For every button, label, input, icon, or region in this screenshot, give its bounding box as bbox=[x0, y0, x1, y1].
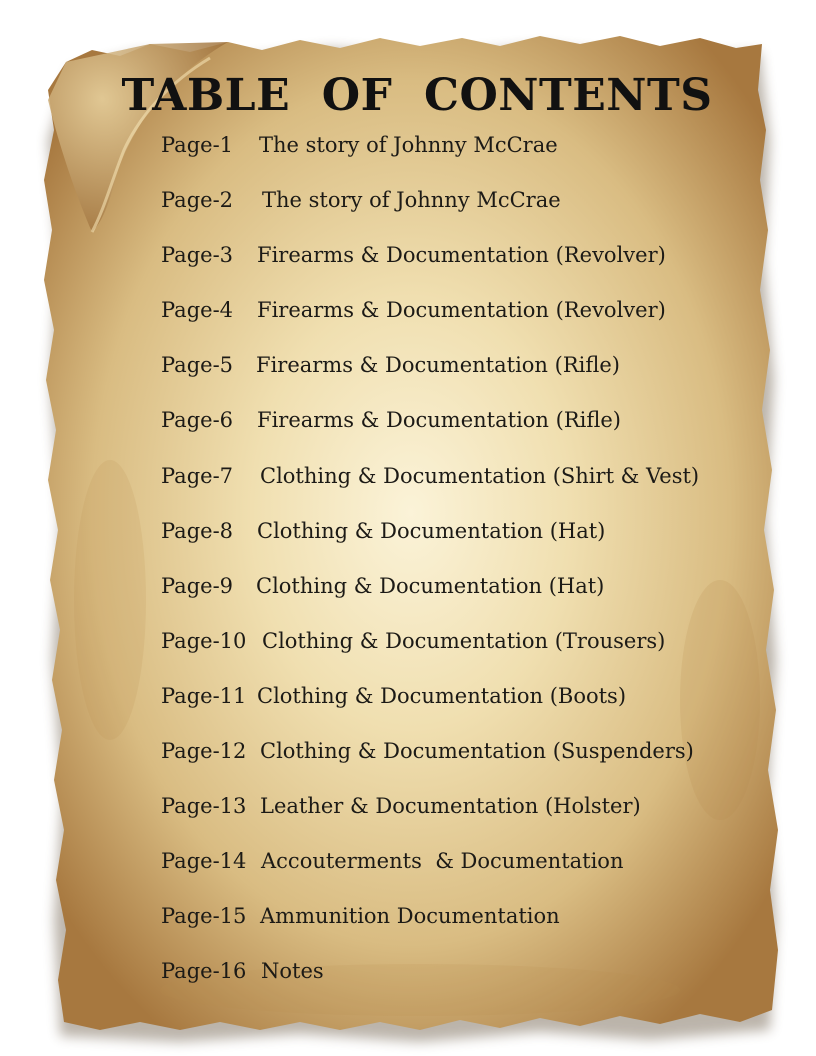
toc-entry-page: Page-16 bbox=[161, 959, 247, 984]
toc-entry-page: Page-12 bbox=[161, 739, 247, 764]
toc-entry-page: Page-6 bbox=[161, 408, 234, 433]
toc-entry-page: Page-3 bbox=[161, 243, 234, 268]
toc-entry bbox=[161, 791, 721, 846]
toc-entry bbox=[161, 846, 721, 901]
toc-entry-title: The story of Johnny McCrae bbox=[262, 188, 561, 213]
toc-entry-page: Page-14 bbox=[161, 849, 247, 874]
toc-entry-page: Page-1 bbox=[161, 133, 234, 157]
toc-entry-title: Firearms & Documentation (Revolver) bbox=[257, 243, 666, 268]
toc-entry-title: The story of Johnny McCrae bbox=[259, 133, 558, 157]
toc-entry-title: Clothing & Documentation (Hat) bbox=[257, 518, 606, 543]
toc-entry bbox=[161, 681, 721, 736]
toc-entry bbox=[161, 626, 721, 681]
toc-entry-title: Firearms & Documentation (Rifle) bbox=[256, 353, 620, 378]
toc-entry-title: Firearms & Documentation (Rifle) bbox=[257, 408, 621, 433]
toc-entry-page: Page-10 bbox=[161, 628, 247, 653]
toc-entry-page: Page-2 bbox=[161, 188, 234, 213]
toc-entry-title: Firearms & Documentation (Revolver) bbox=[257, 298, 666, 323]
toc-list bbox=[161, 130, 721, 1012]
toc-entry bbox=[161, 295, 721, 350]
toc-entry bbox=[161, 405, 721, 460]
toc-entry bbox=[161, 571, 721, 626]
toc-entry-page: Page-15 bbox=[161, 904, 247, 929]
toc-entry bbox=[161, 350, 721, 405]
toc-entry-title: Clothing & Documentation (Trousers) bbox=[262, 628, 666, 653]
toc-entry-page: Page-13 bbox=[161, 794, 247, 819]
toc-entry-title: Notes bbox=[261, 959, 324, 984]
toc-entry-title: Ammunition Documentation bbox=[260, 904, 560, 929]
toc-entry bbox=[161, 240, 721, 295]
toc-entry bbox=[161, 956, 721, 1011]
toc-entry-page: Page-7 bbox=[161, 463, 234, 488]
toc-entry-title: Clothing & Documentation (Shirt & Vest) bbox=[260, 463, 700, 488]
toc-entry-title: Clothing & Documentation (Boots) bbox=[257, 683, 627, 708]
toc-entry-title: Clothing & Documentation (Hat) bbox=[256, 573, 605, 598]
toc-entry bbox=[161, 130, 721, 185]
toc-entry-page: Page-11 bbox=[161, 683, 247, 708]
toc-entry-page: Page-9 bbox=[161, 573, 234, 598]
toc-entry-page: Page-4 bbox=[161, 298, 234, 323]
toc-entry bbox=[161, 516, 721, 571]
parchment-stain bbox=[74, 460, 146, 740]
toc-entry-title: Leather & Documentation (Holster) bbox=[260, 794, 641, 819]
toc-entry-title: Accouterments & Documentation bbox=[261, 849, 624, 874]
toc-entry-title: Clothing & Documentation (Suspenders) bbox=[260, 739, 694, 764]
toc-entry bbox=[161, 736, 721, 791]
toc-entry bbox=[161, 185, 721, 240]
toc-entry bbox=[161, 461, 721, 516]
toc-entry bbox=[161, 901, 721, 956]
toc-entry-page: Page-5 bbox=[161, 353, 234, 378]
page-title: TABLE OF CONTENTS bbox=[121, 70, 713, 121]
toc-entry-page: Page-8 bbox=[161, 518, 234, 543]
